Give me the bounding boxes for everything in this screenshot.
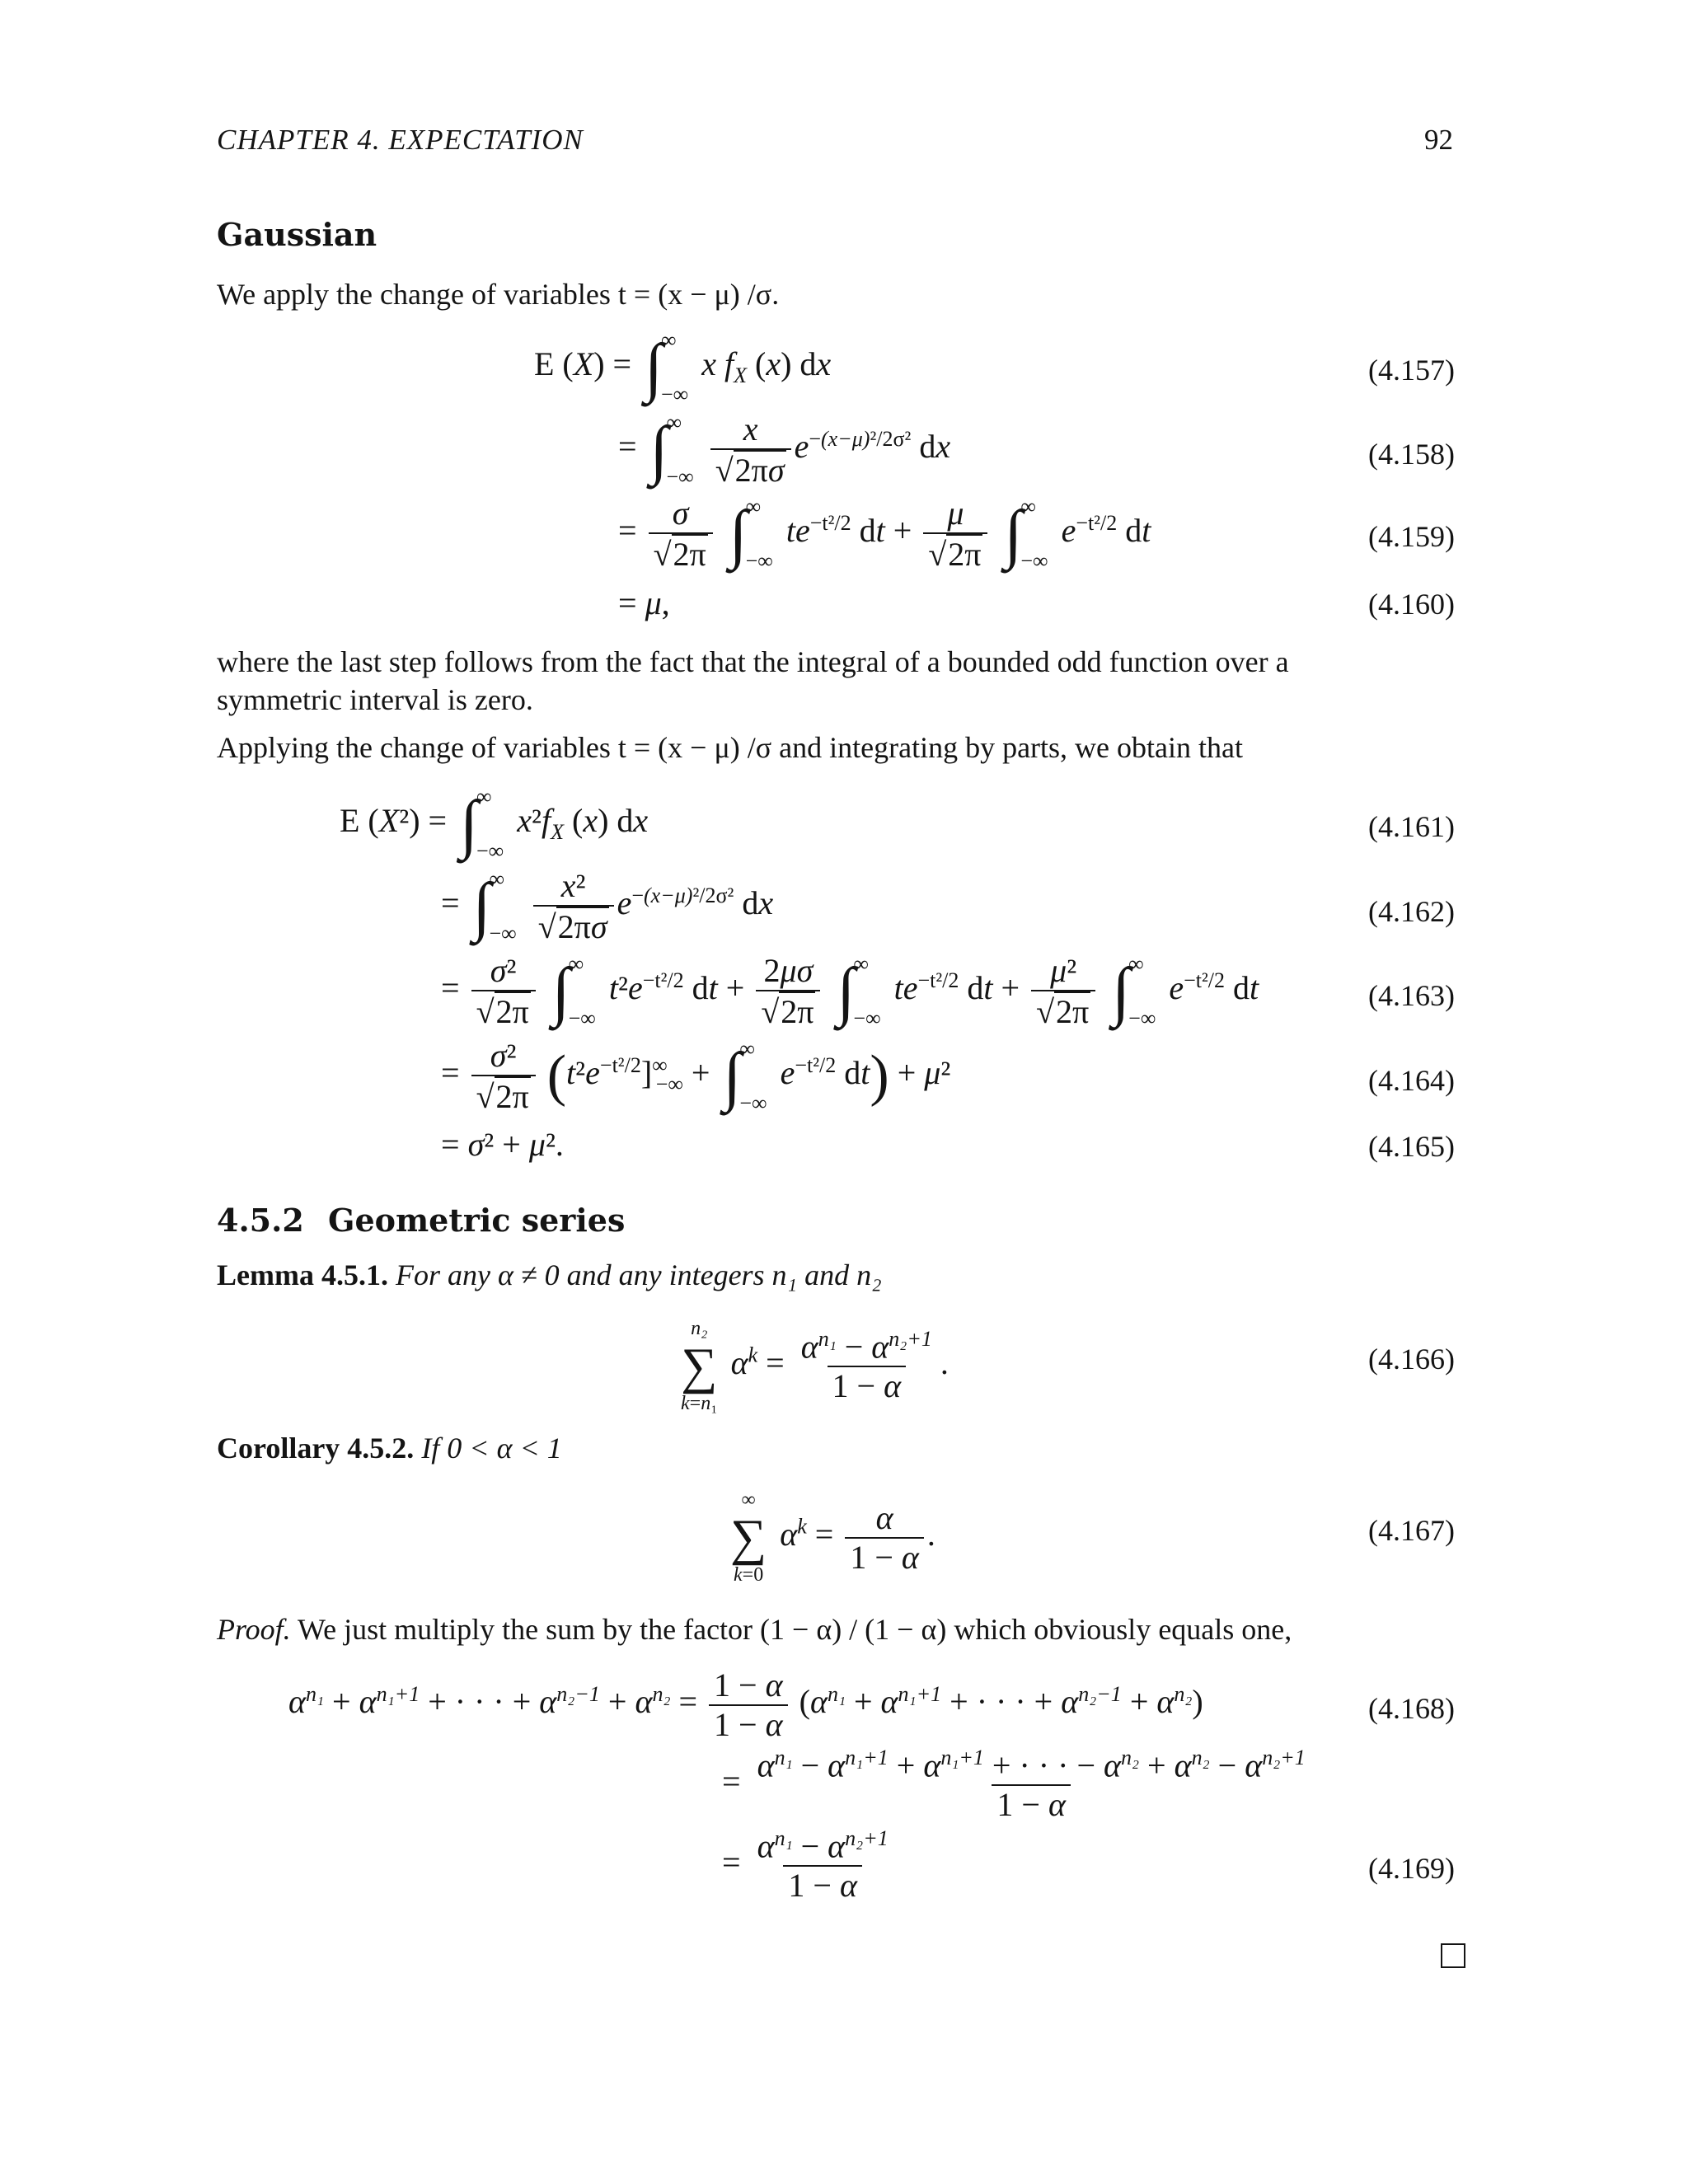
- equation-4-169: = $\frac{\alpha^{n_1} - \alpha^{n_2+1}}{1 - \alpha}$: [722, 1826, 889, 1905]
- paragraph-line: where the last step follows from the fact that the integral of a bounded odd function over a: [217, 645, 1289, 678]
- equation-4-164: = $\frac{\text{σ²}}{√2\pi}$ $(t^2e^{-t^2/2}]^\infty_{-\infty}$ + ∫ ∞ −∞ $e^{-t^2/2}$ dt) + μ²: [441, 1037, 951, 1115]
- equation-4-160: = μ,: [618, 584, 670, 621]
- subsection-title: Geometric series: [328, 1202, 626, 1239]
- proof-text: We just multiply the sum by the factor (1 − α) / (1 − α) which obviously equals one,: [298, 1613, 1292, 1646]
- equation-number: (4.167): [1368, 1514, 1455, 1547]
- qed-square-icon: [1441, 1943, 1465, 1968]
- equation-4-162: = ∫ ∞ −∞ $\frac{\text{x²}}{√2\pi\sigma}$ $e^{-(x-\mu)^2/2\sigma^2}$ dx: [441, 867, 774, 945]
- gaussian-intro: We apply the change of variables t = (x − μ) /σ.: [217, 278, 780, 311]
- equation-number: (4.160): [1368, 588, 1455, 621]
- proof-statement: [217, 1610, 1292, 1648]
- equation-4-168-continued: = $\frac{\alpha^{n_1} - \alpha^{n_1+1} + \alpha^{n_1+1} + \cdot \cdot \cdot - \alpha^{n_2} + \alpha^{n_2} - \alpha^{n_2+1}}{1 - \alpha}$: [722, 1746, 1306, 1824]
- equation-number: (4.158): [1368, 438, 1455, 471]
- gaussian-second-moment-intro: Applying the change of variables t = (x − μ) /σ and integrating by parts, we obtain that: [217, 731, 1243, 764]
- equation-number: (4.166): [1368, 1343, 1455, 1376]
- equation-4-168: $\alpha^{n_1} + \alpha^{n_1+1}$ + · · · + $\alpha^{n_2-1} + \alpha^{n_2}$ = $\frac{1 - \alpha}{1 - \alpha}$ ($\alpha^{n_1} + \alpha^{n_1+1}$ + · · · + $\alpha^{n_2-1} + \alpha^{n_2}$): [288, 1666, 1203, 1743]
- equation-number: (4.164): [1368, 1064, 1455, 1097]
- equation-number: (4.169): [1368, 1852, 1455, 1885]
- lemma-text: For any α ≠ 0 and any integers n₁ and n₂: [395, 1258, 882, 1291]
- lemma-label: Lemma 4.5.1.: [217, 1258, 388, 1291]
- equation-number: (4.168): [1368, 1692, 1455, 1725]
- equation-number: (4.162): [1368, 895, 1455, 928]
- page-number: 92: [1424, 124, 1453, 156]
- equation-4-158: = ∫ ∞ −∞ $\frac{x}{√2\pi\sigma}$ $e^{-(x-\mu)^2/2\sigma^2}$ dx: [618, 410, 951, 489]
- equation-number: (4.165): [1368, 1130, 1455, 1163]
- corollary-text: If 0 < α < 1: [421, 1432, 562, 1465]
- equation-number: (4.163): [1368, 979, 1455, 1012]
- equation-4-161: E (X²) = ∫ ∞ −∞ $x^2f_X$ (x) dx: [340, 785, 649, 863]
- equation-4-166: n₂ ∑ k=n₁ $\alpha^k$ = $\frac{\alpha^{n_1} - \alpha^{n_2+1}}{1 - \alpha}$ .: [681, 1318, 949, 1414]
- corollary-statement: [217, 1429, 562, 1467]
- equation-number: (4.157): [1368, 354, 1455, 387]
- equation-number: (4.159): [1368, 520, 1455, 553]
- paragraph-line: symmetric interval is zero.: [217, 683, 533, 716]
- proof-label: Proof.: [217, 1613, 291, 1646]
- subsection-number: 4.5.2: [217, 1202, 304, 1239]
- section-heading-gaussian: Gaussian: [217, 216, 377, 253]
- running-header: CHAPTER 4. EXPECTATION: [217, 124, 584, 156]
- lemma-statement: [217, 1256, 882, 1294]
- equation-4-165: = σ² + μ².: [441, 1126, 564, 1163]
- equation-4-159: = $\frac{\sigma}{√2\pi}$ ∫ ∞ −∞ $te^{-t^2/2}$ dt + $\frac{\mu}{√2\pi}$ ∫ ∞ −∞ $e^{-t^2/2}$ dt: [618, 494, 1151, 573]
- equation-4-167: ∞ ∑ k=0 $\alpha^k$ = $\frac{\alpha}{1 - \alpha}$ .: [730, 1489, 935, 1586]
- corollary-label: Corollary 4.5.2.: [217, 1432, 415, 1465]
- equation-4-163: = $\frac{\text{σ²}}{√2\pi}$ ∫ ∞ −∞ $t^2e^{-t^2/2}$ dt + $\frac{2\mu\sigma}{√2\pi}$ ∫ ∞ −∞ $te^{-t^2/2}$ dt + $\frac{\text{μ²}}{√2\pi}$ ∫ ∞ −∞ $e^{-t^2/2}$ dt: [441, 952, 1259, 1030]
- equation-4-157: E (X) = ∫ ∞ −∞ x $f_X$ (x) dx: [534, 328, 832, 406]
- equation-number: (4.161): [1368, 810, 1455, 843]
